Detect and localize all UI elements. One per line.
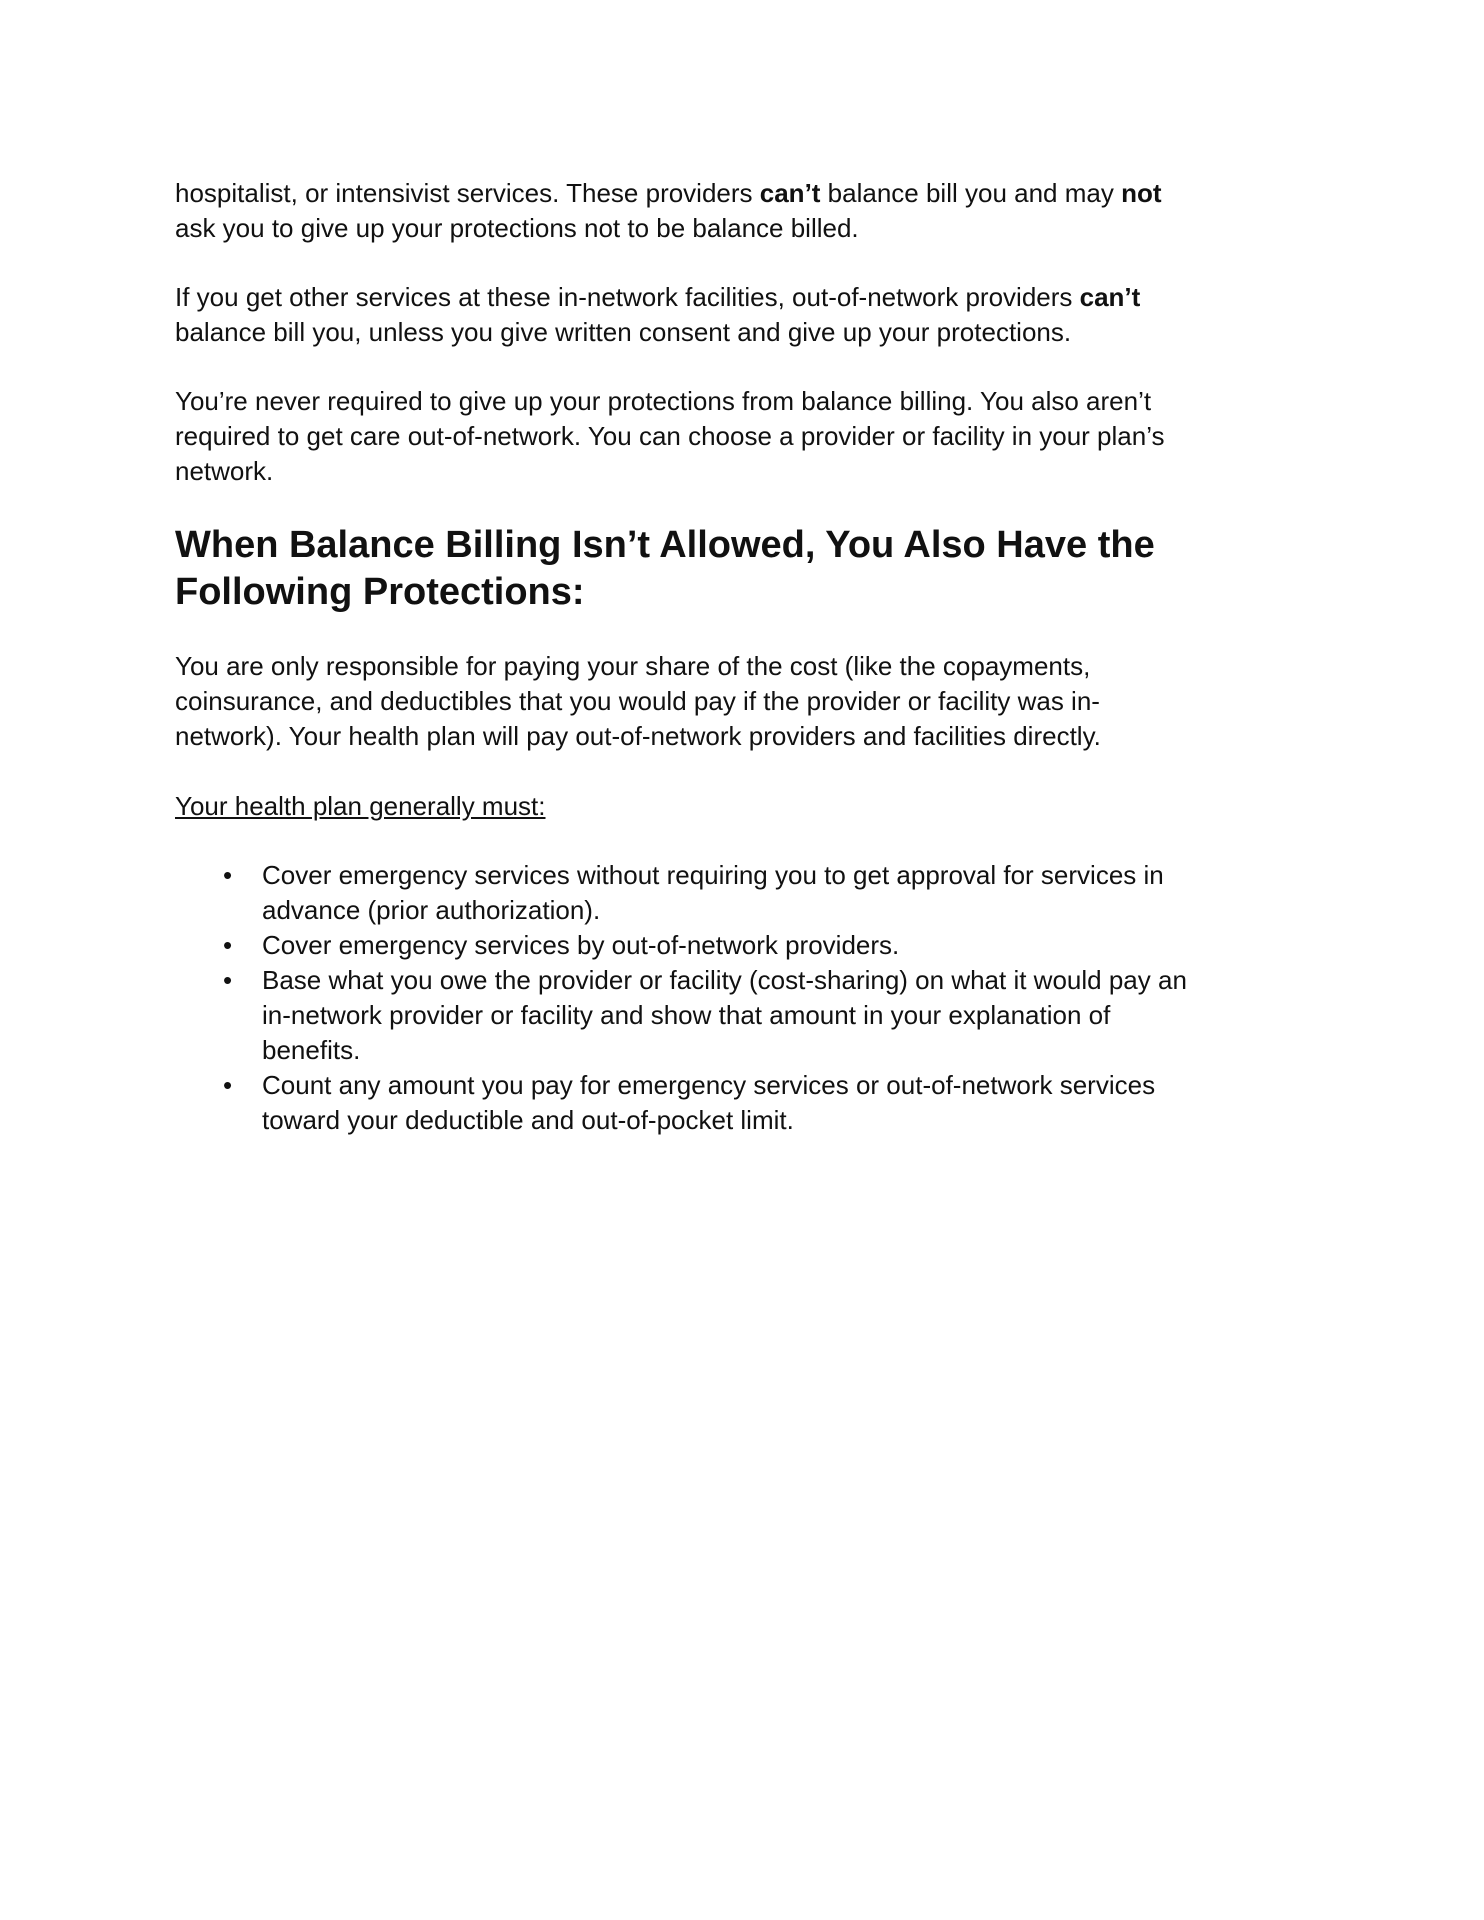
- text-line: toward your deductible and out-of-pocket limit.: [262, 1105, 794, 1135]
- text-line: You are only responsible for paying your share of the cost (like the copayments,: [175, 651, 1091, 681]
- text-line: balance bill you, unless you give written consent and give up your protections.: [175, 317, 1072, 347]
- text-line: Cover emergency services without requiring you to get approval for services in: [262, 860, 1164, 890]
- text: hospitalist, or intensivist services. These providers: [175, 178, 760, 208]
- paragraph-other-services: [175, 280, 1315, 350]
- paragraph-never-required: [175, 384, 1315, 489]
- paragraph-providers-cant-balance-bill: [175, 176, 1315, 246]
- text-line: network). Your health plan will pay out-of-network providers and facilities directly.: [175, 721, 1101, 751]
- text-line: [175, 280, 1315, 315]
- text: If you get other services at these in-network facilities, out-of-network providers: [175, 282, 1080, 312]
- bullet-icon: •: [223, 1070, 233, 1100]
- text-line: advance (prior authorization).: [262, 895, 601, 925]
- bold-text: not: [1121, 178, 1162, 208]
- text-line: coinsurance, and deductibles that you would pay if the provider or facility was in-: [175, 686, 1100, 716]
- paragraph-responsibility: [175, 649, 1315, 754]
- text-line: required to get care out-of-network. You can choose a provider or facility in your plan’s: [175, 421, 1165, 451]
- text-line: in-network provider or facility and show that amount in your explanation of: [262, 1000, 1111, 1030]
- text-line: You’re never required to give up your protections from balance billing. You also aren’t: [175, 386, 1152, 416]
- text-line: benefits.: [262, 1035, 361, 1065]
- text-line: network.: [175, 456, 274, 486]
- bullet-icon: •: [223, 965, 233, 995]
- list-item: [175, 1068, 1187, 1138]
- health-plan-requirements-list: [175, 858, 1187, 1138]
- list-item: [175, 858, 1187, 928]
- text: balance bill you and may: [820, 178, 1122, 208]
- text-line: Base what you owe the provider or facility (cost-sharing) on what it would pay an: [262, 965, 1187, 995]
- list-intro: [175, 789, 1315, 824]
- bold-text: can’t: [1079, 282, 1141, 312]
- list-item: [175, 928, 1187, 963]
- text-line: ask you to give up your protections not to be balance billed.: [175, 213, 859, 243]
- text-line: [175, 176, 1315, 211]
- section-heading: [175, 522, 1155, 616]
- bullet-icon: •: [223, 930, 233, 960]
- text-line: Count any amount you pay for emergency services or out-of-network services: [262, 1070, 1156, 1100]
- heading-line: Following Protections:: [175, 571, 585, 613]
- text-line: Cover emergency services by out-of-network providers.: [262, 930, 900, 960]
- heading-line: When Balance Billing Isn’t Allowed, You Also Have the: [175, 524, 1155, 566]
- bullet-icon: •: [223, 860, 233, 890]
- bold-text: can’t: [759, 178, 821, 208]
- underlined-text: Your health plan generally must:: [175, 791, 546, 821]
- list-item: [175, 963, 1187, 1068]
